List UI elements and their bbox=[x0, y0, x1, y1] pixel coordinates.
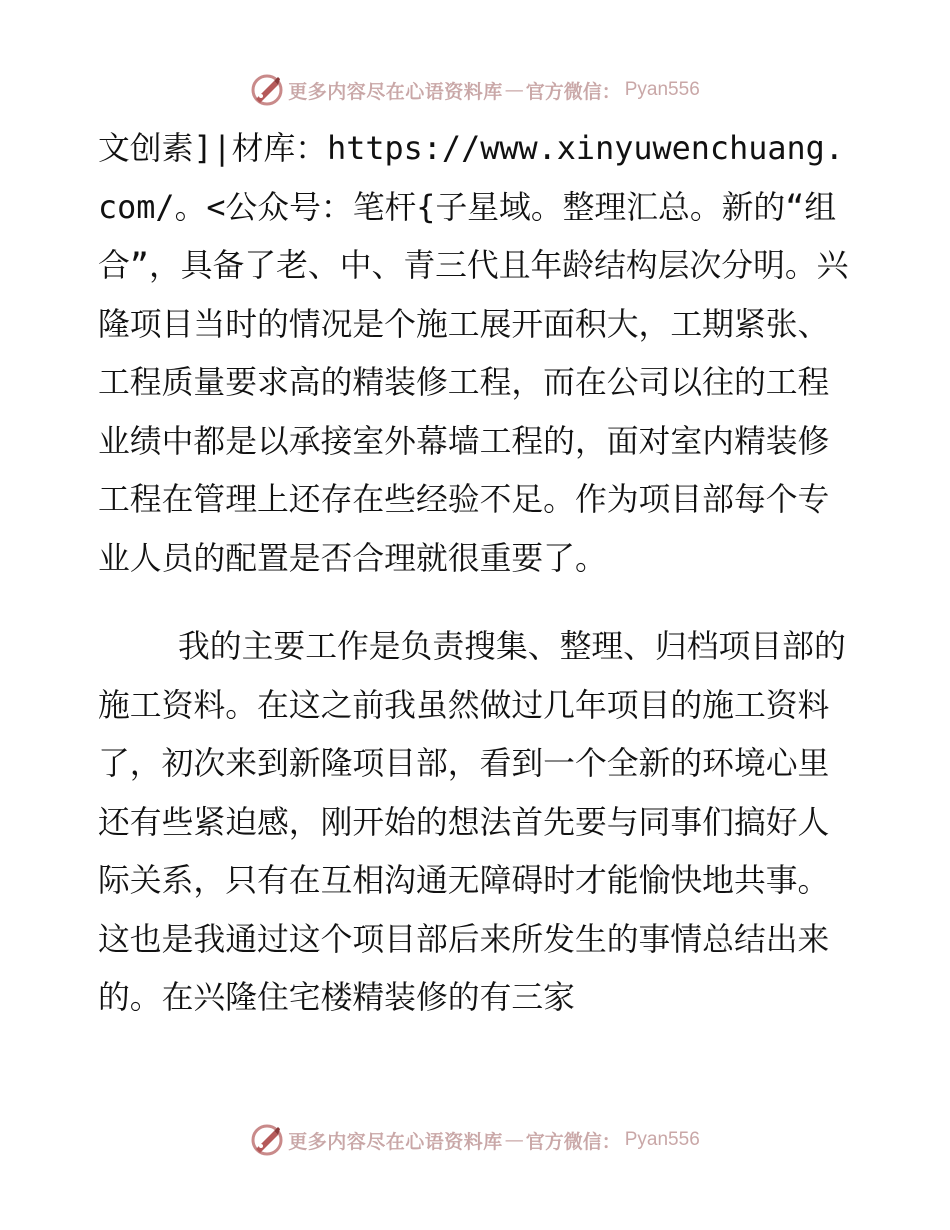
header-banner bbox=[0, 70, 950, 110]
brush-pen-seal-icon bbox=[250, 73, 284, 107]
banner-wechat-label: 官方微信： bbox=[525, 80, 621, 103]
banner-library-text: 更多内容尽在心语资料库 bbox=[288, 80, 503, 103]
banner-library-text: 更多内容尽在心语资料库 bbox=[288, 1130, 503, 1153]
banner-separator: — bbox=[504, 79, 524, 101]
banner-separator: — bbox=[504, 1129, 524, 1151]
banner-wechat-id: Pyan556 bbox=[624, 79, 700, 100]
footer-banner bbox=[0, 1120, 950, 1160]
brush-pen-seal-icon bbox=[250, 1123, 284, 1157]
banner-wechat-id: Pyan556 bbox=[624, 1129, 700, 1150]
banner-wechat-label: 官方微信： bbox=[525, 1130, 621, 1153]
paragraph-1: 文创素]|材库：https://www.xinyuwenchuang.com/。<公众号：笔杆{子星域。整理汇总。新的“组合”，具备了老、中、青三代且年龄结构层次分明。兴隆项目当时的情况是个施工展开面积大，工期紧张、工程质量要求高的精装修工程，而在公司以往的工程业绩中都是以承接室外幕墙工程的，面对室内精装修工程在管理上还存在些经验不足。作为项目部每个专业人员的配置是否合理就很重要了。 bbox=[98, 130, 849, 577]
document-body bbox=[98, 120, 858, 1028]
paragraph-2: 我的主要工作是负责搜集、整理、归档项目部的施工资料。在这之前我虽然做过几年项目的施工资料了，初次来到新隆项目部，看到一个全新的环境心里还有些紧迫感，刚开始的想法首先要与同事们搞好人际关系，只有在互相沟通无障碍时才能愉快地共事。这也是我通过这个项目部后来所发生的事情总结出来的。在兴隆住宅楼精装修的有三家 bbox=[98, 628, 846, 1016]
